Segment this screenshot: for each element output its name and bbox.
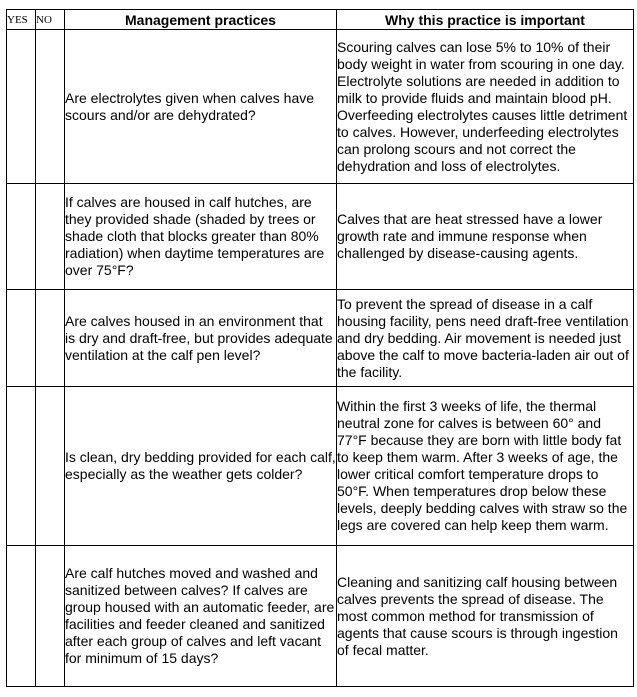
yes-column-header: YES: [7, 10, 36, 30]
no-column-header: NO: [36, 10, 65, 30]
practice-question: Are calf hutches moved and washed and sanitized between calves? If calves are group housed with an automatic feeder, are facilities and feeder cleaned and sanitized after each group of calves and left vacant for minimum of 15 days?: [65, 546, 337, 687]
no-checkbox-cell[interactable]: [36, 30, 65, 184]
yes-checkbox-cell[interactable]: [7, 184, 36, 290]
practice-question: Are electrolytes given when calves have scours and/or are dehydrated?: [65, 30, 337, 184]
practice-reason: Cleaning and sanitizing calf housing between calves prevents the spread of disease. The most common method for transmission of agents that cause scours is through ingestion of fecal matter.: [337, 546, 634, 687]
practice-reason: Within the first 3 weeks of life, the thermal neutral zone for calves is between 60° and 77°F because they are born with little body fat to keep them warm. After 3 weeks of age, the lower critical comfort temperature drops to 50°F. When temperatures drop below these levels, deeply bedding calves with straw so the legs are covered can help keep them warm.: [337, 387, 634, 546]
table-row: [7, 387, 634, 546]
practice-reason: Scouring calves can lose 5% to 10% of their body weight in water from scouring in one day. Electrolyte solutions are needed in addition to milk to provide fluids and maintain blood pH. Overfeeding electrolytes causes little detriment to calves. However, underfeeding electrolytes can prolong scours and not correct the dehydration and loss of electrolytes.: [337, 30, 634, 184]
no-checkbox-cell[interactable]: [36, 184, 65, 290]
practice-reason: To prevent the spread of disease in a calf housing facility, pens need draft-free ventilation and dry bedding. Air movement is needed just above the calf to move bacteria-laden air out of the facility.: [337, 290, 634, 387]
table-row: [7, 290, 634, 387]
management-practices-table: [6, 9, 634, 687]
yes-checkbox-cell[interactable]: [7, 387, 36, 546]
practice-reason: Calves that are heat stressed have a lower growth rate and immune response when challenged by disease-causing agents.: [337, 184, 634, 290]
why-important-header: Why this practice is important: [337, 10, 634, 30]
practice-question: Is clean, dry bedding provided for each calf, especially as the weather gets colder?: [65, 387, 337, 546]
yes-checkbox-cell[interactable]: [7, 546, 36, 687]
no-checkbox-cell[interactable]: [36, 290, 65, 387]
yes-checkbox-cell[interactable]: [7, 290, 36, 387]
header-row: [7, 10, 634, 30]
practice-question: Are calves housed in an environment that is dry and draft-free, but provides adequate ventilation at the calf pen level?: [65, 290, 337, 387]
practice-question: If calves are housed in calf hutches, are they provided shade (shaded by trees or shade cloth that blocks greater than 80% radiation) when daytime temperatures are over 75°F?: [65, 184, 337, 290]
table-row: [7, 546, 634, 687]
yes-checkbox-cell[interactable]: [7, 30, 36, 184]
table-row: [7, 30, 634, 184]
table-row: [7, 184, 634, 290]
management-practices-header: Management practices: [65, 10, 337, 30]
no-checkbox-cell[interactable]: [36, 546, 65, 687]
no-checkbox-cell[interactable]: [36, 387, 65, 546]
